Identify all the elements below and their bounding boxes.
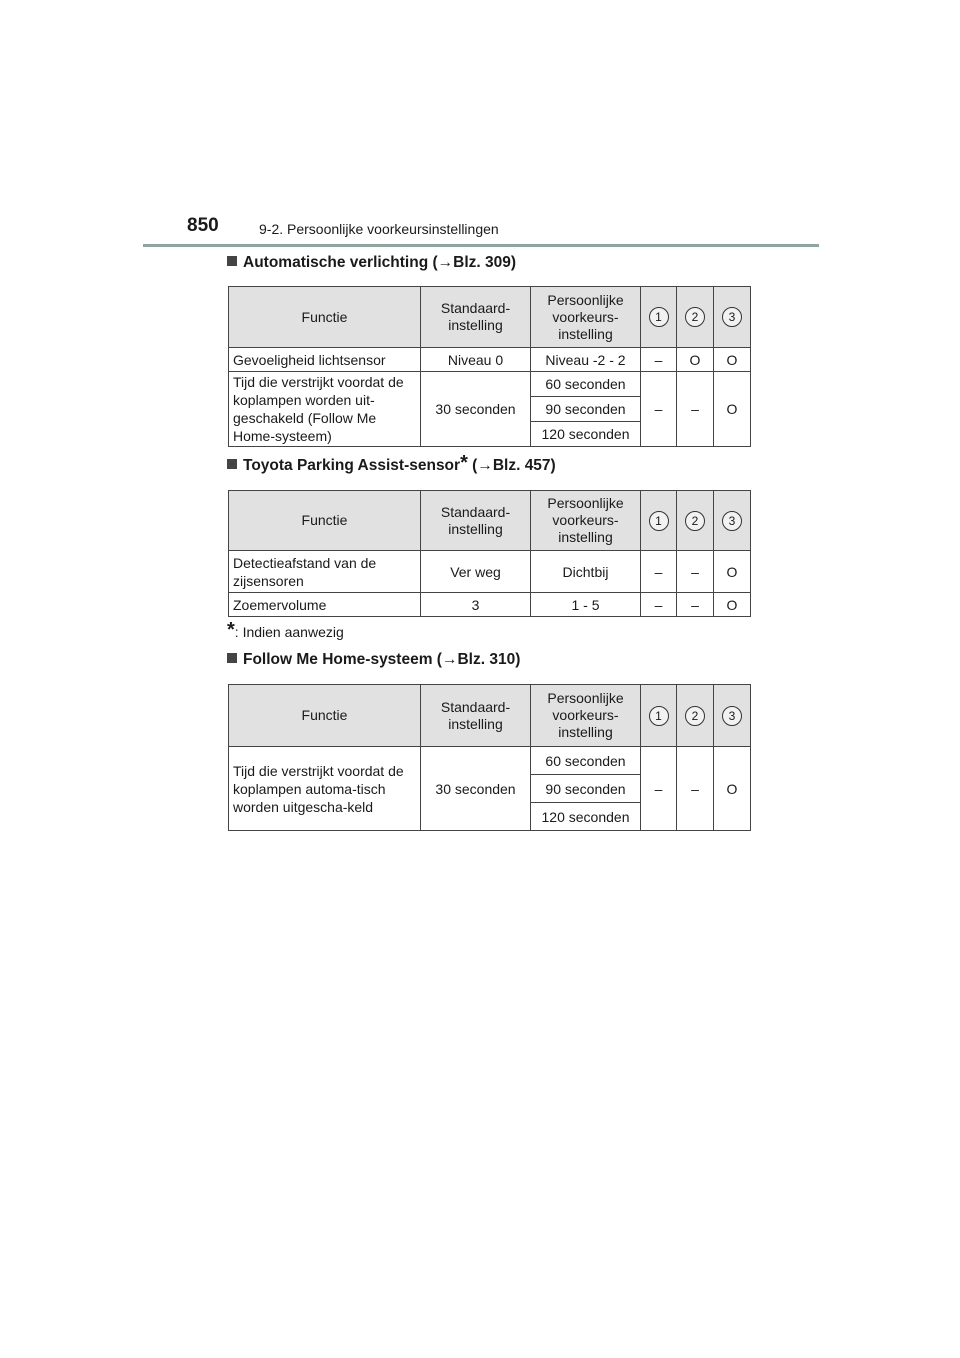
circled-1-icon: 1: [649, 307, 669, 327]
circled-1-icon: 1: [649, 706, 669, 726]
col-method-1: [641, 287, 677, 348]
bullet-square-icon: [227, 459, 237, 469]
footnote: *: Indien aanwezig: [227, 619, 344, 641]
bullet-square-icon: [227, 653, 237, 663]
col-method-2: [677, 287, 714, 348]
table-parking-assist: [228, 490, 751, 617]
col-persoonlijk: Persoonlijke voorkeurs- instelling: [531, 685, 641, 747]
circled-2-icon: 2: [685, 706, 705, 726]
col-functie: Functie: [229, 287, 421, 348]
heading-parking-assist: Toyota Parking Assist-sensor* (→Blz. 457): [227, 457, 556, 475]
bullet-square-icon: [227, 256, 237, 266]
heading-automatische-verlichting: Automatische verlichting (→Blz. 309): [227, 254, 516, 272]
asterisk-icon: *: [227, 619, 235, 641]
table-header-row: [229, 287, 751, 348]
circled-2-icon: 2: [685, 307, 705, 327]
table-row: Detectieafstand van de zijsensoren Ver weg Dichtbij – – O: [229, 551, 751, 593]
col-method-3: [714, 287, 751, 348]
col-standaard: Standaard- instelling: [421, 287, 531, 348]
page-reference-link[interactable]: Blz. 457): [492, 457, 556, 474]
col-method-1: [641, 491, 677, 551]
col-method-3: [714, 491, 751, 551]
circled-2-icon: 2: [685, 511, 705, 531]
arrow-right-icon: →: [437, 254, 454, 271]
circled-3-icon: 3: [722, 511, 742, 531]
table-automatische-verlichting: Functie Standaard- instelling Persoonlijke voorkeurs- instelling 1 2 3 Gevoeligheid lichtsensor Niveau 0 Niveau -2 - 2 – O O Tijd die verstrijkt voordat de koplampen worden uit-geschakeld (Follow Me Home-systeem) 30 seconden 60 seconden – – O 90 seconden 120 seconden: [228, 286, 751, 447]
col-functie: Functie: [229, 491, 421, 551]
asterisk-icon: *: [460, 452, 468, 474]
table-row: Tijd die verstrijkt voordat de koplampen worden uit-geschakeld (Follow Me Home-systeem) 30 seconden 60 seconden – – O: [229, 372, 751, 397]
circled-1-icon: 1: [649, 511, 669, 531]
col-persoonlijk: Persoonlijke voorkeurs- instelling: [531, 491, 641, 551]
table-header-row: [229, 685, 751, 747]
circled-3-icon: 3: [722, 307, 742, 327]
heading-follow-me-home: Follow Me Home-systeem (→Blz. 310): [227, 651, 520, 669]
col-method-2: [677, 491, 714, 551]
table-row: Zoemervolume 3 1 - 5 – – O: [229, 593, 751, 617]
col-standaard: Standaard- instelling: [421, 685, 531, 747]
col-method-3: [714, 685, 751, 747]
section-title: 9-2. Persoonlijke voorkeursinstellingen: [259, 221, 499, 237]
col-functie: Functie: [229, 685, 421, 747]
header-rule: [143, 244, 819, 247]
col-persoonlijk: Persoonlijke voorkeurs- instelling: [531, 287, 641, 348]
col-method-2: [677, 685, 714, 747]
table-row: Tijd die verstrijkt voordat de koplampen automa-tisch worden uitgescha-keld 30 seconden 60 seconden – – O: [229, 747, 751, 775]
table-follow-me-home: Functie Standaard- instelling Persoonlijke voorkeurs- instelling 1 2 3 Tijd die verstrijkt voordat de koplampen automa-tisch worden uitgescha-keld 30 seconden 60 seconden – – O 90 seconden 120 seconden: [228, 684, 751, 831]
circled-3-icon: 3: [722, 706, 742, 726]
page-reference-link[interactable]: Blz. 309): [453, 254, 517, 271]
table-header-row: [229, 491, 751, 551]
page-number: 850: [187, 215, 219, 236]
table-row: Gevoeligheid lichtsensor Niveau 0 Niveau -2 - 2 – O O: [229, 348, 751, 372]
arrow-right-icon: →: [441, 651, 458, 668]
arrow-right-icon: →: [477, 457, 493, 474]
col-method-1: [641, 685, 677, 747]
col-standaard: Standaard- instelling: [421, 491, 531, 551]
page-reference-link[interactable]: Blz. 310): [457, 651, 521, 668]
